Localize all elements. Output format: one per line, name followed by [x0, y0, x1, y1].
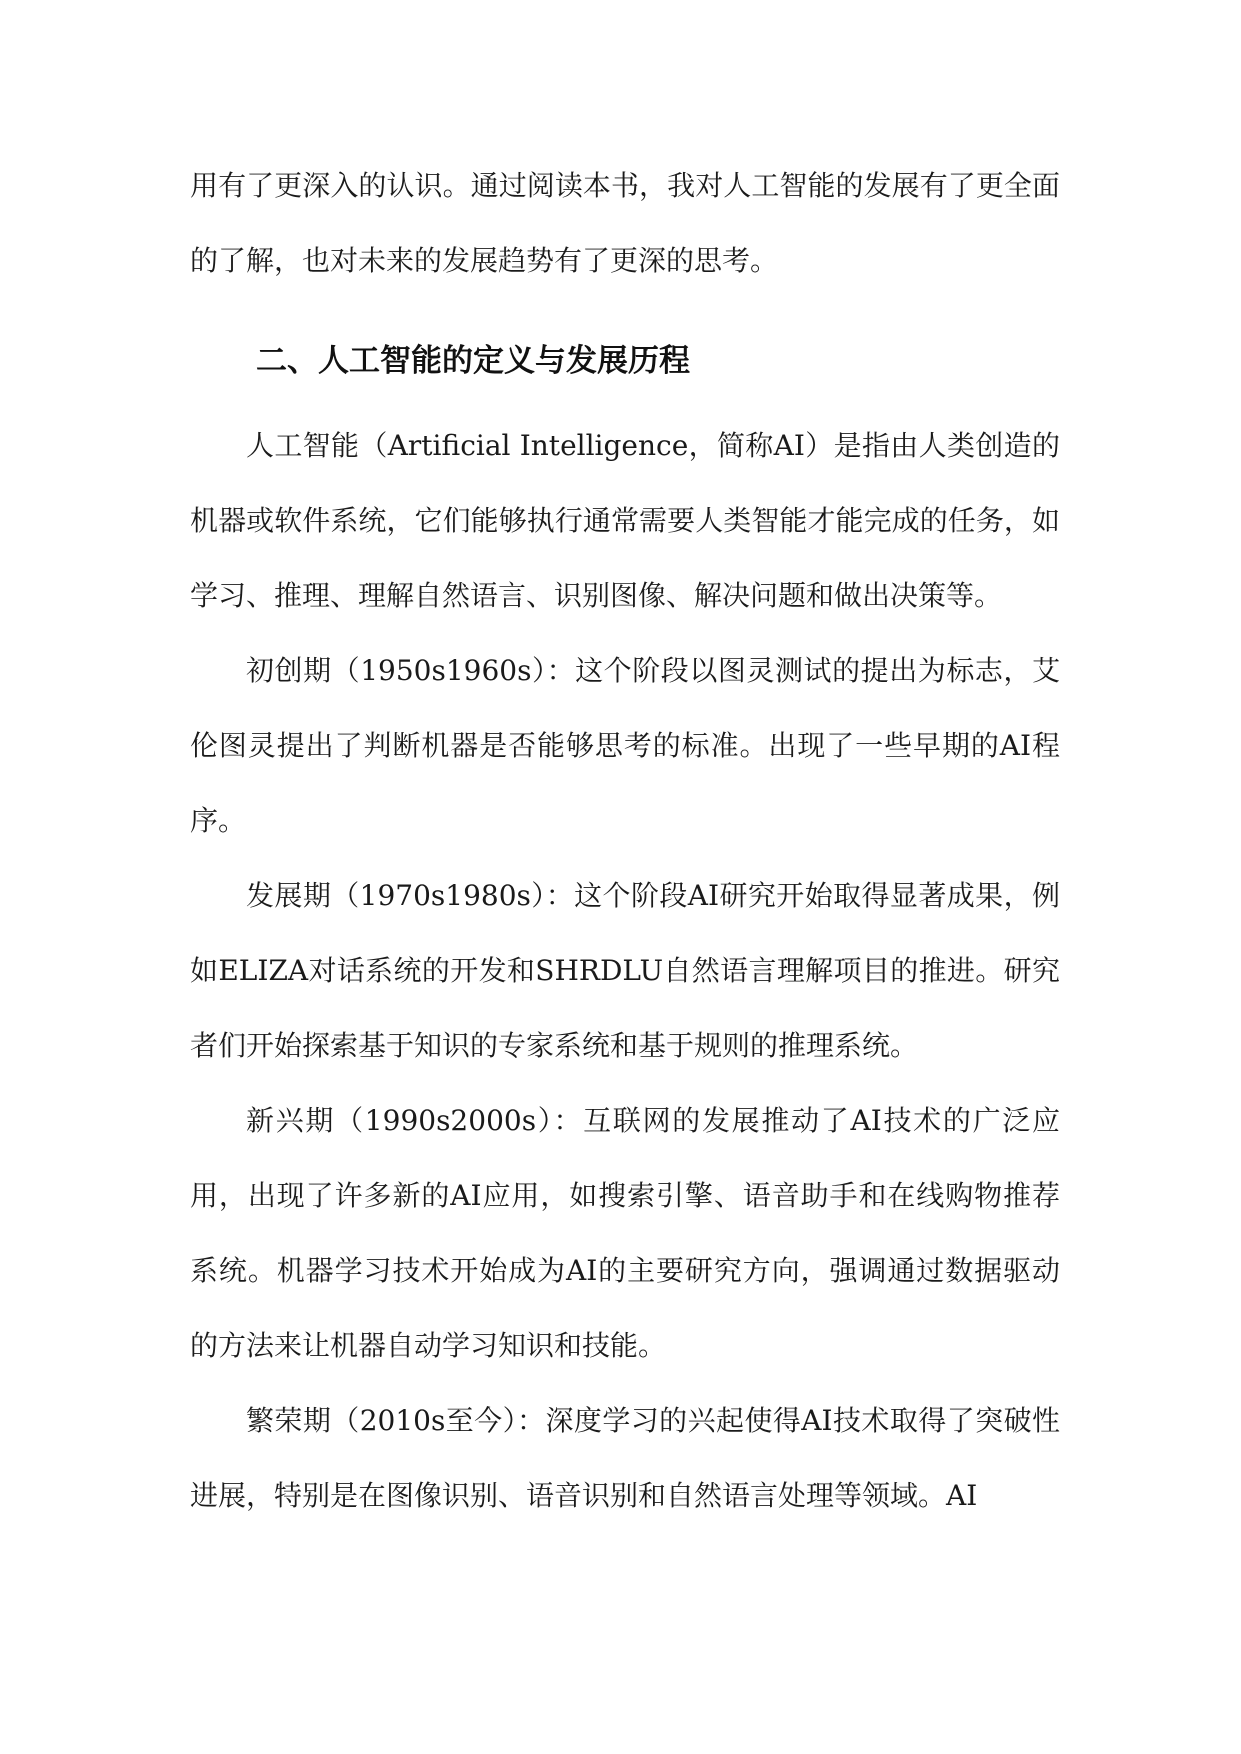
paragraph-founding-period: 初创期（1950s1960s）：这个阶段以图灵测试的提出为标志，艾伦图灵提出了判断机器是否能够思考的标准。出现了一些早期的AI程序。 [190, 654, 1060, 837]
paragraph-ai-definition: 人工智能（Artificial Intelligence，简称AI）是指由人类创造的机器或软件系统，它们能够执行通常需要人类智能才能完成的任务，如学习、推理、理解自然语言、识别图像、解决问题和做出决策等。 [190, 429, 1060, 612]
continuation-paragraph: 用有了更深入的认识。通过阅读本书，我对人工智能的发展有了更全面的了解，也对未来的发展趋势有了更深的思考。 [190, 169, 1060, 277]
paragraph-emerging-period: 新兴期（1990s2000s）：互联网的发展推动了AI技术的广泛应用，出现了许多新的AI应用，如搜索引擎、语音助手和在线购物推荐系统。机器学习技术开始成为AI的主要研究方向，强调通过数据驱动的方法来让机器自动学习知识和技能。 [190, 1104, 1060, 1362]
paragraph-development-period: 发展期（1970s1980s）：这个阶段AI研究开始取得显著成果，例如ELIZA对话系统的开发和SHRDLU自然语言理解项目的推进。研究者们开始探索基于知识的专家系统和基于规则的推理系统。 [190, 879, 1060, 1062]
paragraph-prosperity-period: 繁荣期（2010s至今）：深度学习的兴起使得AI技术取得了突破性进展，特别是在图像识别、语音识别和自然语言处理等领域。AI [190, 1404, 1060, 1512]
section-heading: 二、人工智能的定义与发展历程 [256, 343, 690, 379]
document-body [190, 148, 1060, 1533]
